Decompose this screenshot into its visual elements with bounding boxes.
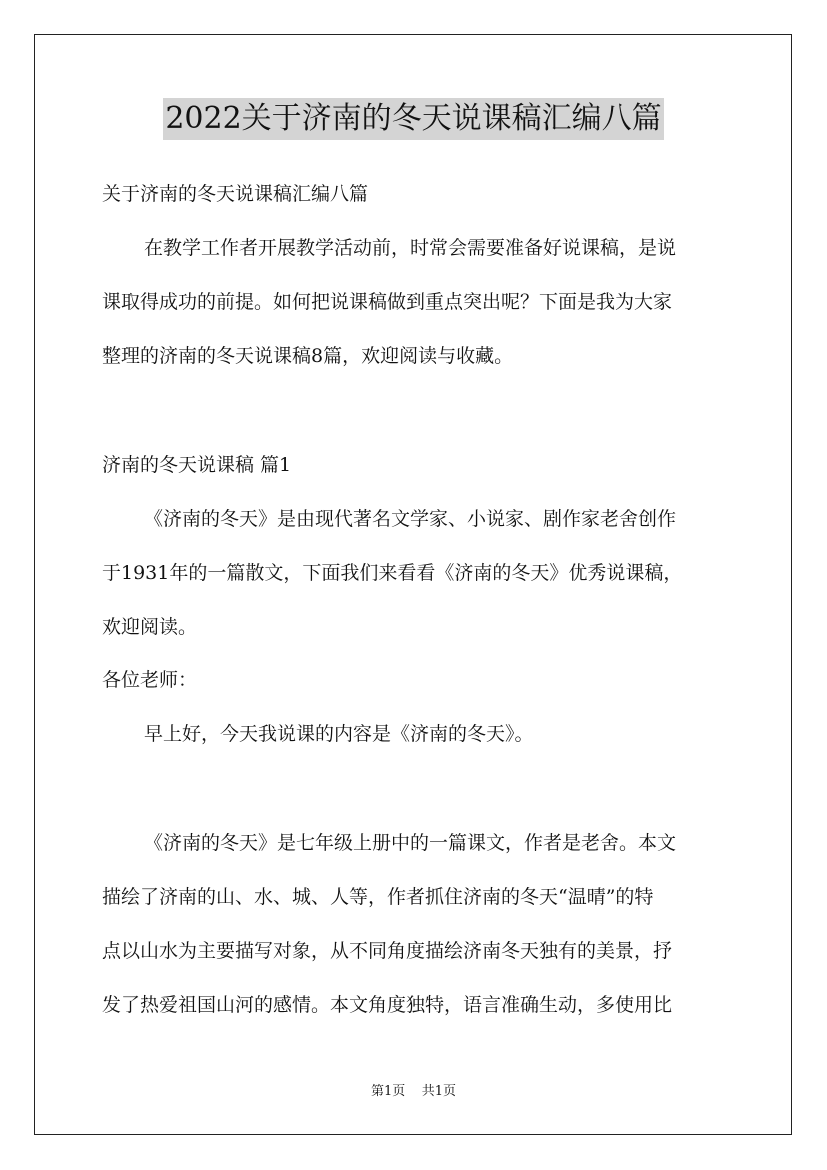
section-intro-line: 《济南的冬天》是由现代著名文学家、小说家、剧作家老舍创作 [144,508,677,530]
section-heading: 济南的冬天说课稿 篇1 [102,454,292,476]
opening-line: 早上好，今天我说课的内容是《济南的冬天》。 [144,723,534,745]
body-paragraph-line: 《济南的冬天》是七年级上册中的一篇课文，作者是老舍。本文 [144,832,677,854]
intro-paragraph-line: 在教学工作者开展教学活动前，时常会需要准备好说课稿，是说 [144,237,677,259]
greeting: 各位老师： [102,669,198,691]
section-intro-line: 于1931年的一篇散文，下面我们来看看《济南的冬天》优秀说课稿， [102,562,683,584]
section-intro-line: 欢迎阅读。 [102,616,198,638]
intro-paragraph-line: 整理的济南的冬天说课稿8篇，欢迎阅读与收藏。 [102,345,514,367]
title-container [0,98,827,140]
document-subtitle: 关于济南的冬天说课稿汇编八篇 [102,183,369,205]
page-number: 第1页 [370,1084,406,1099]
intro-paragraph-line: 课取得成功的前提。如何把说课稿做到重点突出呢？下面是我为大家 [102,291,673,313]
body-paragraph-line: 描绘了济南的山、水、城、人等，作者抓住济南的冬天“温晴”的特 [102,886,654,908]
document-title: 2022关于济南的冬天说课稿汇编八篇 [163,98,663,140]
body-paragraph-line: 发了热爱祖国山河的感情。本文角度独特，语言准确生动，多使用比 [102,994,673,1016]
body-paragraph-line: 点以山水为主要描写对象，从不同角度描绘济南冬天独有的美景，抒 [102,940,673,962]
page-footer [0,1082,827,1102]
total-pages: 共1页 [421,1084,457,1099]
